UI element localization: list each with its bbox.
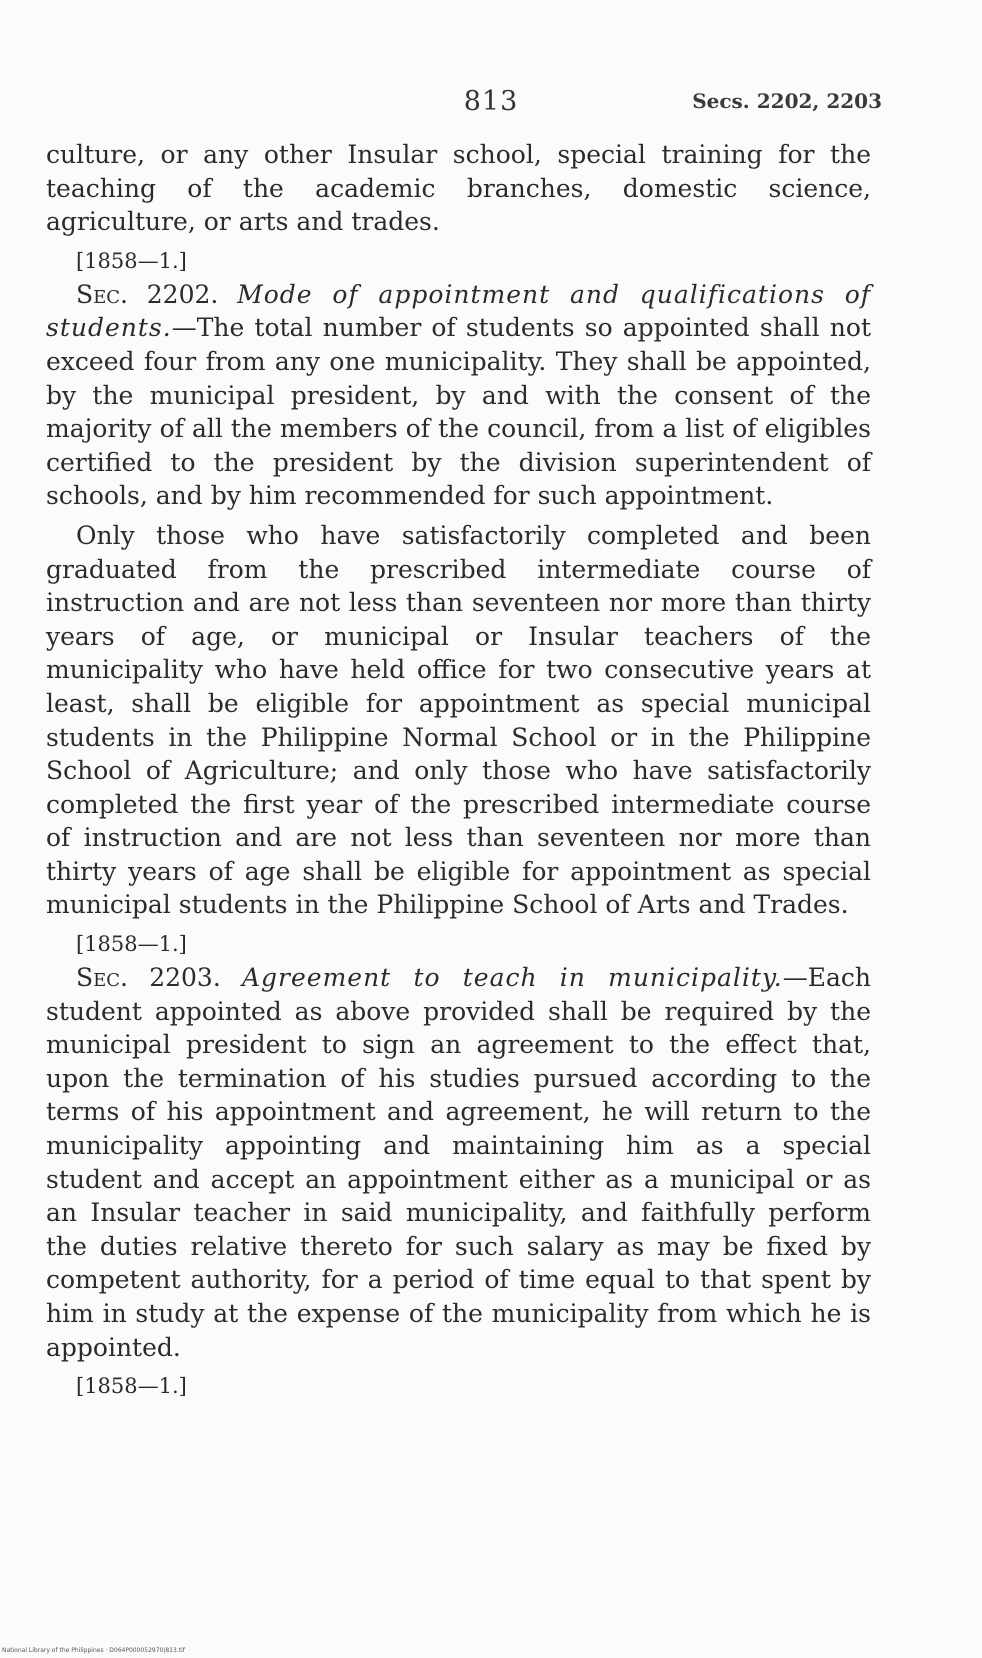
section-label: Sec. 2203.: [76, 963, 221, 993]
section-text: —The total number of students so appointed shall not exceed four from any one municipality. They shall be appointed, by the municipal president, by and with the consent of the majority of all the members of the council, from a list of eligibles certified to the president by the division superintendent of schools, and by him recommended for such appointment.: [46, 313, 871, 511]
intro-paragraph: culture, or any other Insular school, special training for the teaching of the academic branches, domestic science, agriculture, or arts and trades.: [46, 140, 871, 237]
citation: [1858—1.]: [76, 248, 187, 273]
citation: [1858—1.]: [76, 932, 187, 957]
citation: [1858—1.]: [76, 1374, 187, 1399]
section-heading: Agreement to teach in municipality.: [241, 963, 783, 993]
section-heading: Mode of appointment and qualifications of students.: [46, 279, 871, 343]
section-range: Secs. 2202, 2203: [692, 89, 882, 113]
section-2202-eligibility-paragraph: Only those who have satisfactorily completed and been graduated from the prescribed intermediate course of instruction and are not less than seventeen nor more than thirty years of age, or municipal or Insular teachers of the municipality who have held office for two consecutive years at least, shall be eligible for appointment as special municipal students in the Philippine Normal School or in the Philippine School of Agriculture; and only those who have satisfactorily completed the first year of the prescribed intermediate course of instruction and are not less than seventeen nor more than thirty years of age shall be eligible for appointment as special municipal students in the Philippine School of Arts and Trades.: [46, 520, 871, 920]
page-body: [46, 138, 871, 1403]
page-number: 813: [463, 86, 519, 117]
scan-source-footer: National Library of the Philippines · D064P000052970|813.tif: [2, 1647, 185, 1654]
section-text: —Each student appointed as above provided shall be required by the municipal president to sign an agreement to the effect that, upon the termination of his studies pursued according to the terms of his appointment and agreement, he will return to the municipality appointing and maintaining him as a special student and accept an appointment either as a municipal or as an Insular teacher in said municipality, and faithfully perform the duties relative thereto for such salary as may be fixed by competent authority, for a period of time equal to that spent by him in study at the expense of the municipality from which he is appointed.: [46, 963, 871, 1362]
section-2202-paragraph: [46, 278, 871, 513]
section-label: Sec. 2202.: [76, 279, 219, 309]
section-2203-paragraph: [46, 961, 871, 1364]
